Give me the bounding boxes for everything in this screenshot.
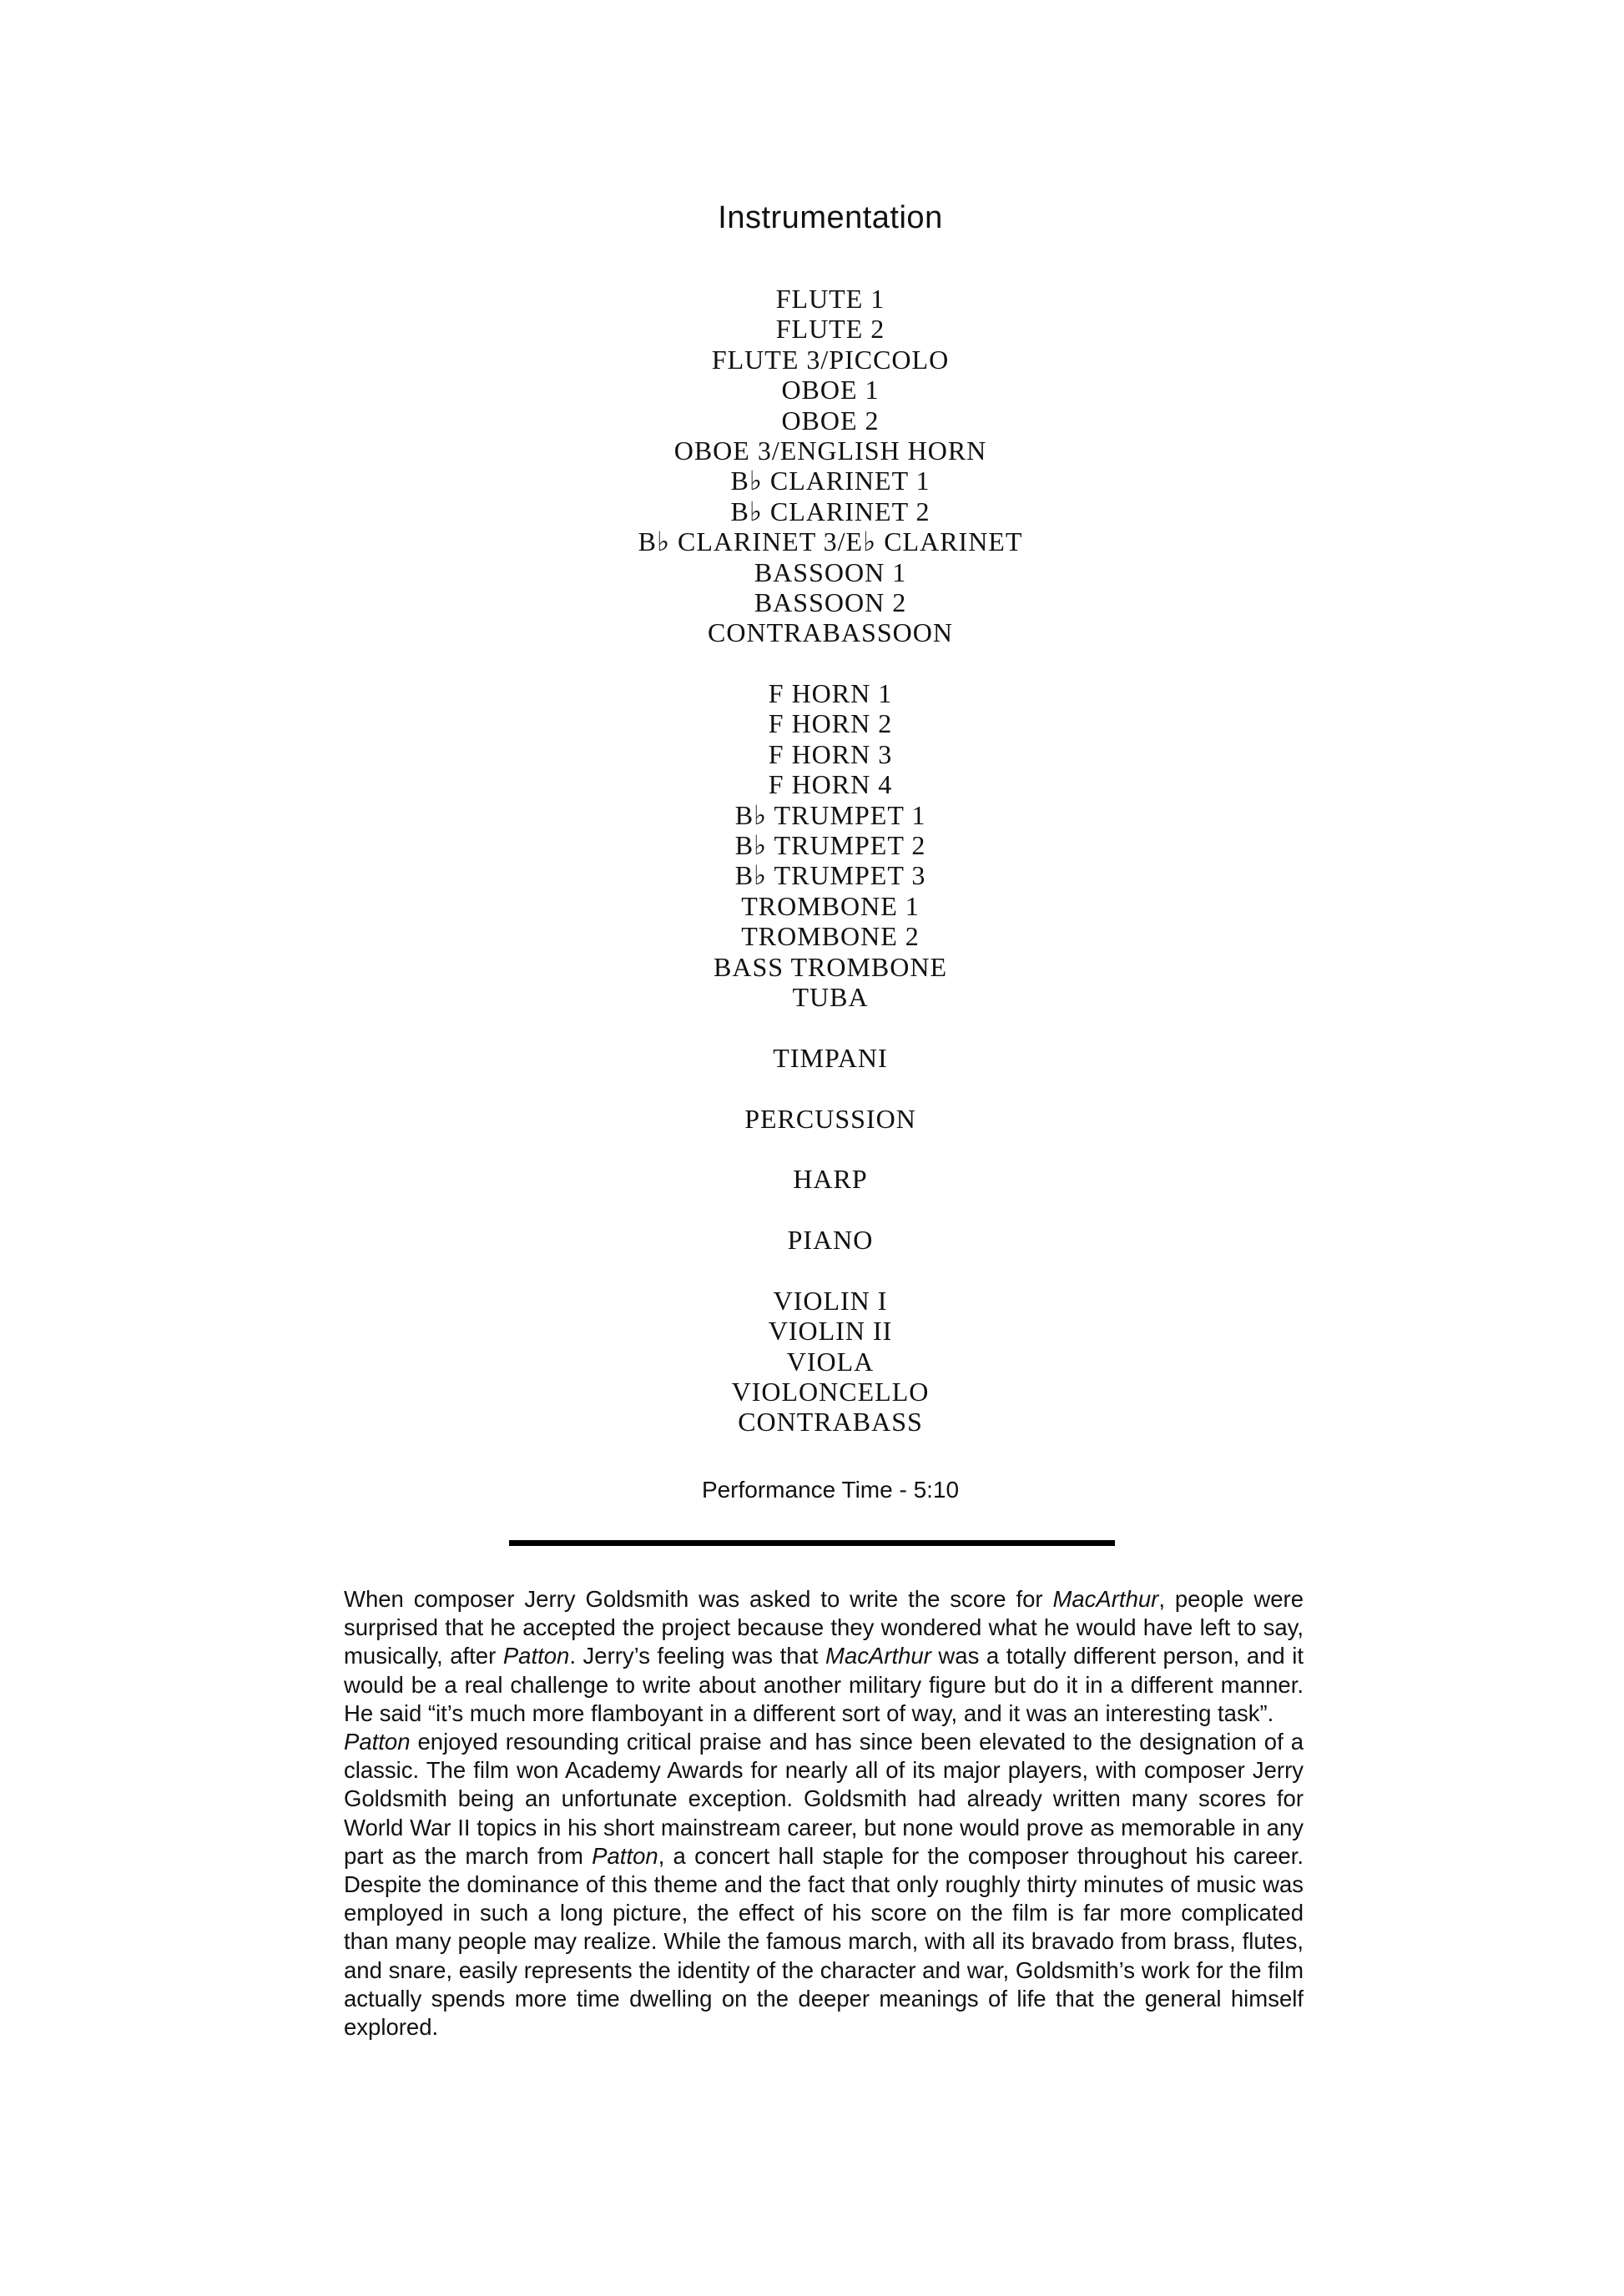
instrument-item: FLUTE 3/PICCOLO: [711, 344, 950, 375]
group-spacer: [0, 1195, 1624, 1225]
paragraph: [344, 1585, 1304, 1728]
performance-time: Performance Time - 5:10: [701, 1477, 960, 1503]
horizontal-rule: [509, 1540, 1115, 1546]
instrument-item: VIOLONCELLO: [731, 1377, 930, 1407]
instrument-item: FLUTE 2: [775, 314, 885, 345]
text-run: enjoyed resounding critical praise and has since been elevated to the designation of a classic. The film won Academy Awards for nearly all of its major players, with composer Jerry Goldsmith being an unfortunate exception. Goldsmith had already written many scores for World War II topics in his short mainstream career, but none would prove as memorable in any part as the march from: [344, 1729, 1304, 1869]
instrument-item: BASSOON 2: [754, 587, 907, 617]
instrument-list: [0, 284, 1624, 1438]
text-run: , people were surprised that he accepted the project because they wondered what he would have left to say, musically, after: [344, 1586, 1304, 1669]
instrument-item: VIOLIN II: [768, 1316, 893, 1347]
instrument-item: B♭ TRUMPET 2: [734, 830, 926, 861]
instrument-item: BASS TROMBONE: [713, 951, 948, 982]
instrument-item: F HORN 2: [768, 708, 893, 739]
instrument-item: OBOE 3/ENGLISH HORN: [673, 435, 987, 466]
text-run: was a totally different person, and it would be a real challenge to write about another military figure but do it in a different manner. He said “it’s much more flamboyant in a different sort of way, and it was an interesting task”.: [344, 1643, 1304, 1726]
film-title: MacArthur: [825, 1643, 931, 1669]
instrument-item: BASSOON 1: [754, 556, 907, 587]
film-title: Patton: [592, 1842, 658, 1869]
instrument-item: F HORN 1: [768, 678, 893, 709]
instrument-item: OBOE 1: [781, 375, 880, 405]
page-title: Instrumentation: [718, 200, 943, 235]
instrument-item: B♭ CLARINET 2: [730, 496, 931, 526]
instrument-item: F HORN 3: [768, 738, 893, 769]
instrument-item: B♭ TRUMPET 3: [734, 860, 926, 891]
film-title: MacArthur: [1052, 1586, 1159, 1612]
instrument-item: F HORN 4: [768, 769, 893, 800]
instrument-item: PERCUSSION: [744, 1103, 916, 1134]
instrument-item: OBOE 2: [781, 405, 880, 436]
instrument-item: VIOLA: [786, 1346, 875, 1377]
instrument-item: TROMBONE 2: [741, 921, 920, 952]
program-notes: [344, 1585, 1304, 2042]
text-run: . Jerry’s feeling was that: [569, 1643, 826, 1669]
group-spacer: [0, 1012, 1624, 1042]
instrument-item: CONTRABASSOON: [708, 617, 953, 648]
instrument-item: TROMBONE 1: [741, 890, 920, 921]
instrument-item: B♭ CLARINET 1: [730, 466, 931, 496]
group-spacer: [0, 1256, 1624, 1286]
instrument-item: TUBA: [792, 981, 869, 1012]
instrument-item: FLUTE 1: [775, 284, 885, 314]
group-spacer: [0, 1134, 1624, 1164]
instrument-item: B♭ CLARINET 3/E♭ CLARINET: [638, 526, 1023, 557]
instrument-item: B♭ TRUMPET 1: [734, 799, 926, 830]
instrument-item: PIANO: [787, 1225, 874, 1256]
paragraph: [344, 1728, 1304, 2042]
instrument-item: HARP: [793, 1164, 868, 1195]
film-title: Patton: [502, 1643, 570, 1669]
text-run: , a concert hall staple for the composer throughout his career. Despite the dominance of this theme and the fact that only roughly thirty minutes of music was employed in such a long picture, the effect of his score on the film is far more complicated than many people may realize. While the famous march, with all its bravado from brass, flutes, and snare, easily represents the identity of the character and war, Goldsmith’s work for the film actually spends more time dwelling on the deeper meanings of life that the general himself explored.: [344, 1842, 1304, 2041]
group-spacer: [0, 648, 1624, 678]
text-run: When composer Jerry Goldsmith was asked to write the score for: [344, 1586, 1053, 1612]
instrument-item: TIMPANI: [773, 1042, 888, 1073]
instrument-item: CONTRABASS: [738, 1407, 923, 1438]
film-title: Patton: [344, 1729, 411, 1755]
group-spacer: [0, 1073, 1624, 1103]
instrument-item: VIOLIN I: [773, 1285, 888, 1316]
